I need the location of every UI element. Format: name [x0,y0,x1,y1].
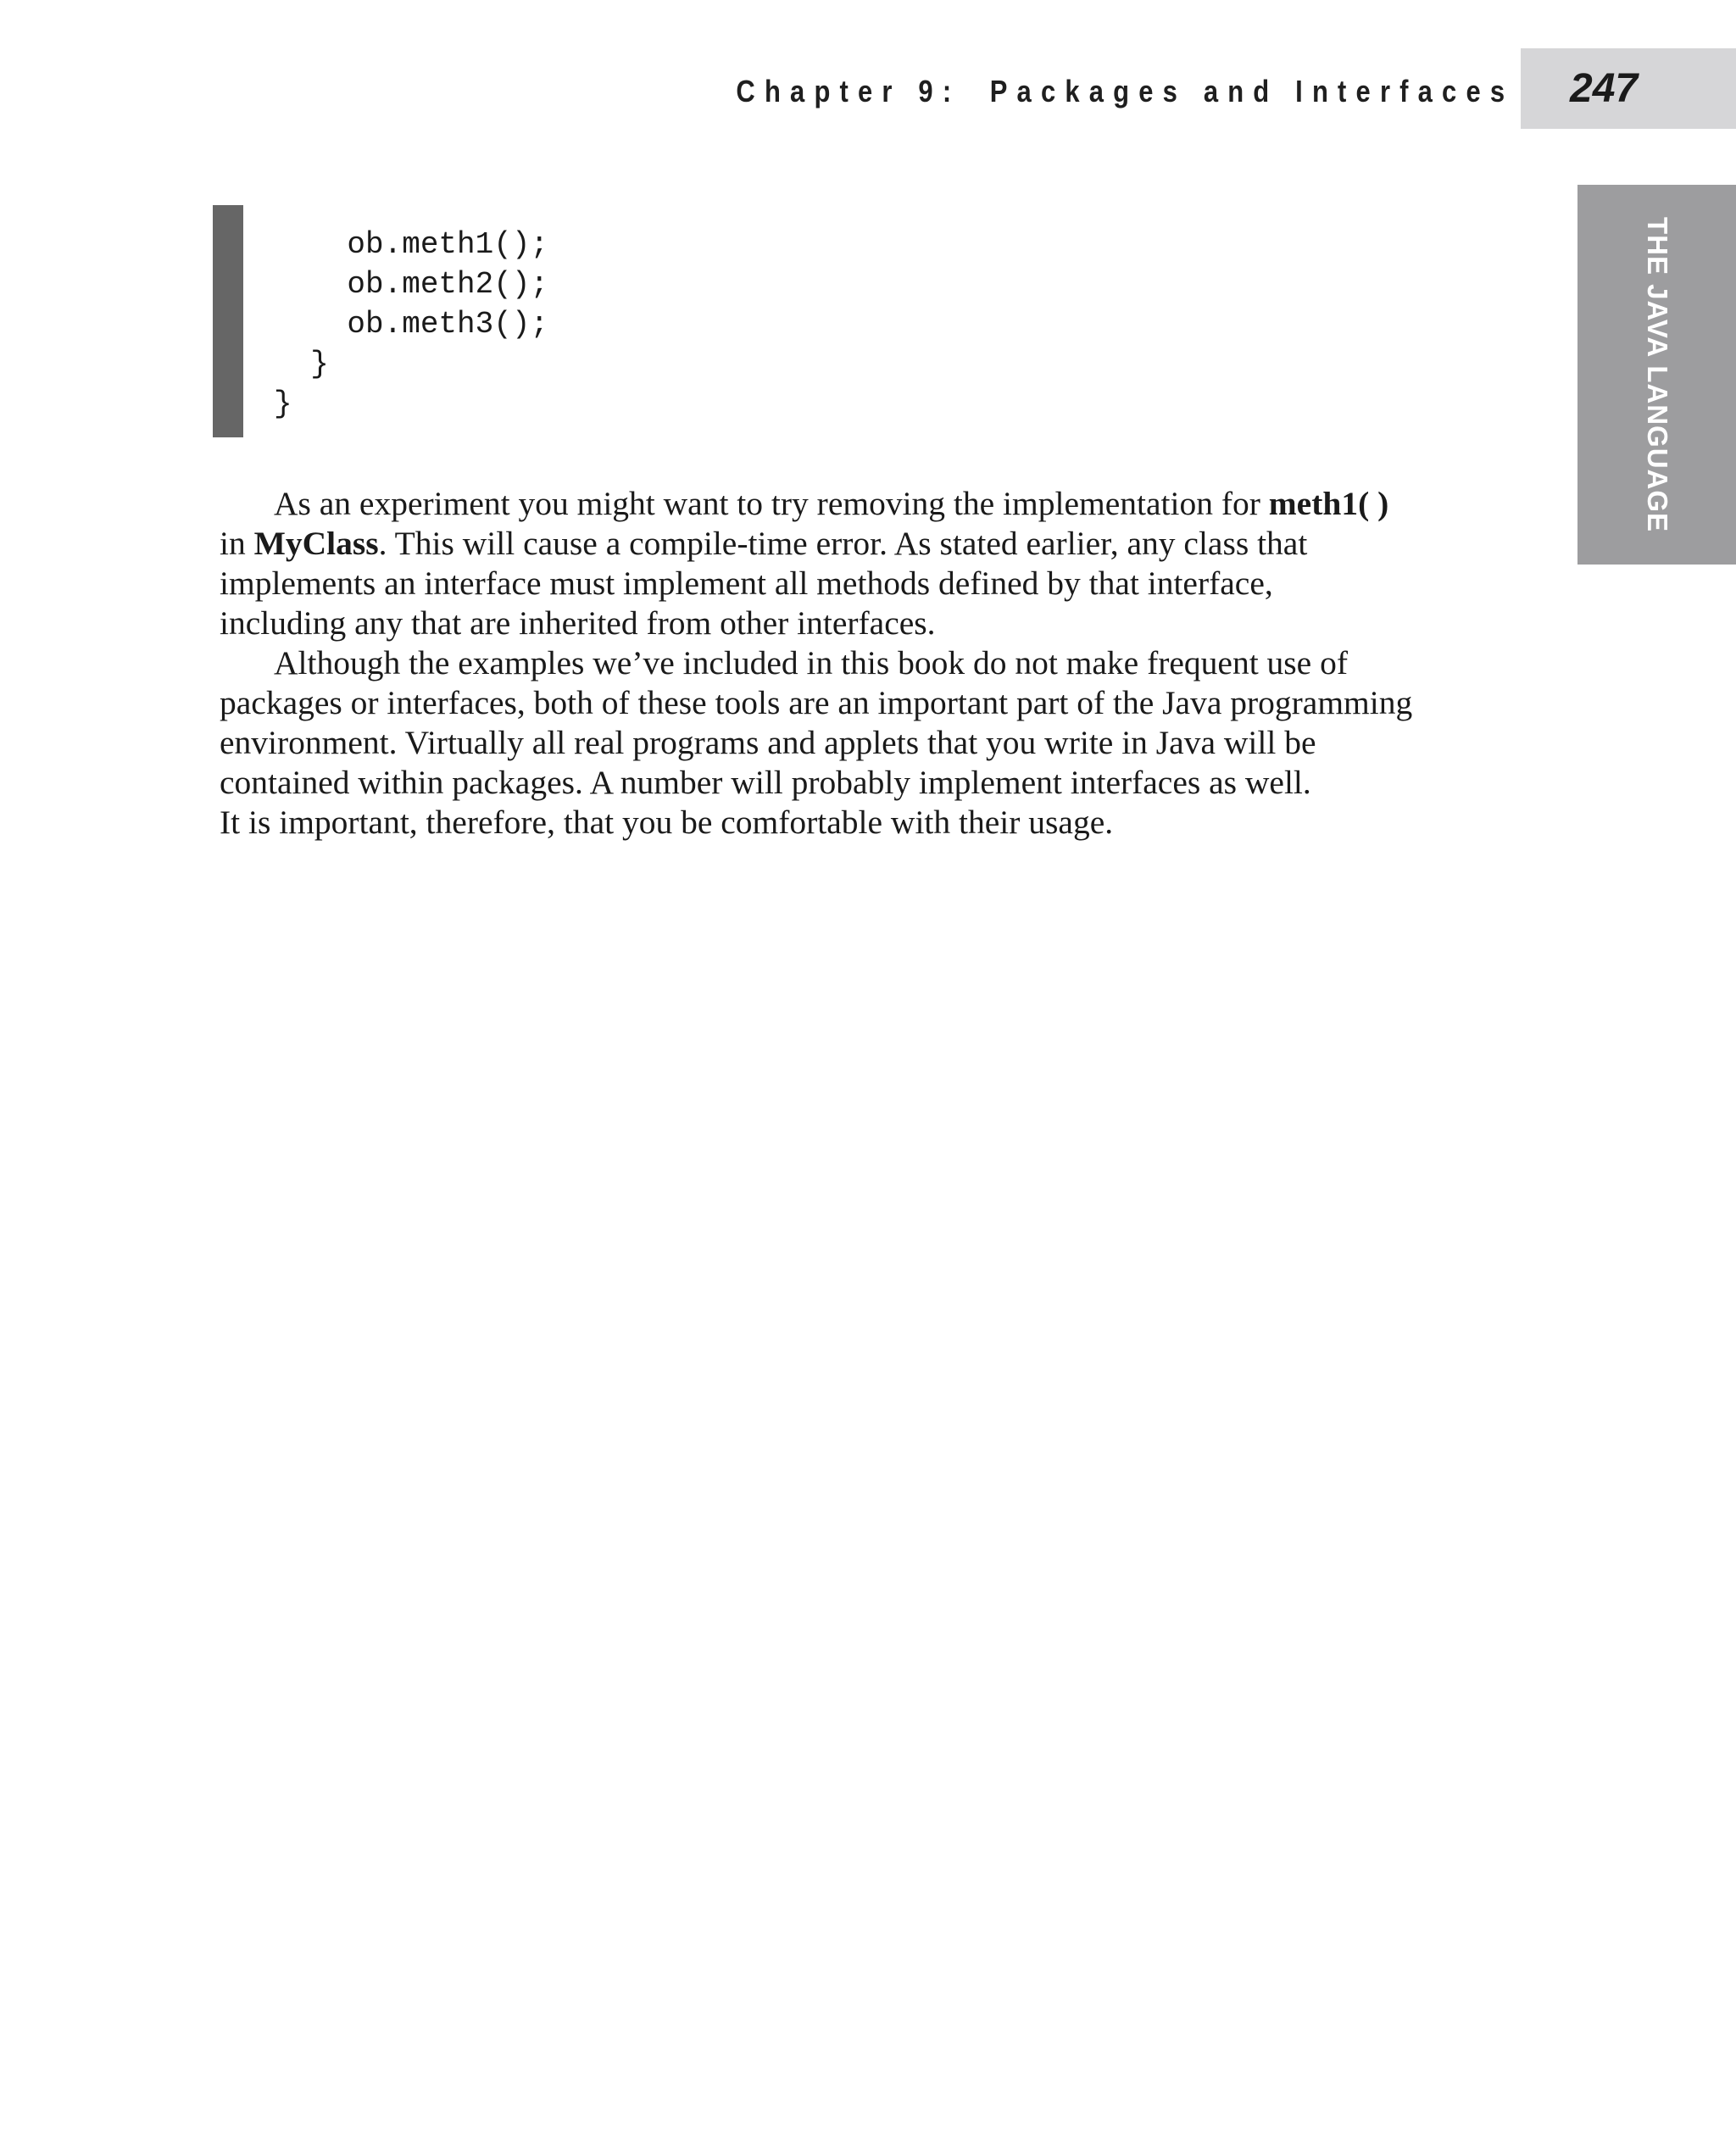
text-run: As an experiment you might want to try removing the implementation for [274,485,1269,522]
page-number: 247 [1570,66,1639,111]
paragraph-line [220,604,1508,643]
paragraph-2 [220,643,1508,843]
text-run: implements an interface must implement all methods defined by that interface, [220,565,1273,602]
paragraph-line [220,643,1508,683]
code-bar [213,205,243,437]
text-run: in [220,525,254,562]
page-number-box [1521,48,1736,129]
text-run: . This will cause a compile-time error. As stated earlier, any class that [378,525,1308,562]
code-line: } [274,347,329,381]
paragraph-line [220,723,1508,763]
code-line: } [274,387,292,421]
code-line: ob.meth1(); [274,227,549,262]
running-head [736,71,1514,112]
paragraph-1 [220,484,1508,643]
side-tab [1577,185,1736,565]
paragraph-line [220,763,1508,803]
paragraph-line [220,564,1508,604]
text-run: packages or interfaces, both of these tools are an important part of the Java programming [220,684,1413,721]
code-line: ob.meth2(); [274,267,549,302]
code-block [213,205,1230,437]
chapter-title: Packages and Interfaces [989,74,1514,108]
side-tab-label: THE JAVA LANGUAGE [1641,216,1673,533]
code-line: ob.meth3(); [274,307,549,342]
paragraph-line [220,524,1508,564]
body-text [220,484,1508,843]
chapter-label: Chapter 9: [736,74,961,108]
paragraph-line [220,484,1508,524]
paragraph-line [220,683,1508,723]
code-term-myclass: MyClass [253,525,379,562]
code-term-meth1: meth1( ) [1268,485,1389,522]
text-run: contained within packages. A number will probably implement interfaces as well. [220,764,1311,801]
text-run: Although the examples we’ve included in this book do not make frequent use of [274,644,1348,681]
paragraph-line [220,803,1508,843]
code-listing [274,225,548,424]
text-run: It is important, therefore, that you be comfortable with their usage. [220,804,1114,841]
text-run: environment. Virtually all real programs and applets that you write in Java will be [220,724,1316,761]
text-run: including any that are inherited from other interfaces. [220,604,936,642]
